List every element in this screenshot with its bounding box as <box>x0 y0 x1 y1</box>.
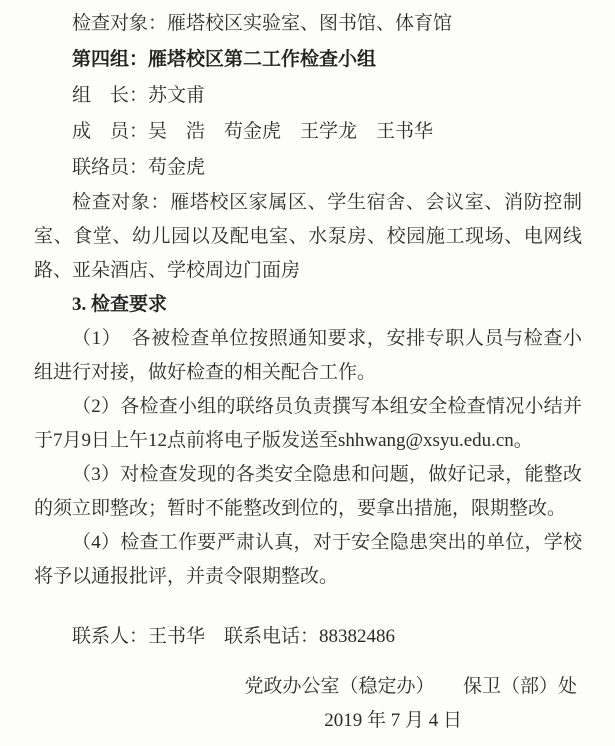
requirement-item-1: （1） 各被检查单位按照通知要求，安排专职人员与检查小组进行对接，做好检查的相关配合工作。 <box>34 328 582 383</box>
issue-date-line: 2019 年 7 月 4 日 <box>324 710 462 731</box>
requirement-item-3: （3）对检查发现的各类安全隐患和问题，做好记录，能整改的须立即整改；暂时不能整改到位的，要拿出措施，限期整改。 <box>34 464 582 519</box>
group4-heading: 第四组：雁塔校区第二工作检查小组 <box>72 49 377 70</box>
group4-liaison-line: 联络员：苟金虎 <box>72 157 206 178</box>
requirement-item-2: （2）各检查小组的联络员负责撰写本组安全检查情况小结并于7月9日上午12点前将电子版发送至shhwang@xsyu.edu.cn。 <box>34 396 582 451</box>
section3-heading: 3. 检查要求 <box>72 294 168 315</box>
group4-members-line: 成 员：吴 浩 苟金虎 王学龙 王书华 <box>72 121 434 142</box>
group4-targets-paragraph: 检查对象：雁塔校区家属区、学生宿舍、会议室、消防控制室、食堂、幼儿园以及配电室、水泵房、校园施工现场、电网线路、亚朵酒店、学校周边门面房 <box>34 192 582 281</box>
issuing-offices-line: 党政办公室（稳定办） 保卫（部）处 <box>244 676 577 697</box>
contact-line: 联系人：王书华 联系电话：88382486 <box>72 626 396 647</box>
group4-leader-line: 组 长：苏文甫 <box>72 85 206 106</box>
requirement-item-4: （4）检查工作要严肃认真，对于安全隐患突出的单位，学校将予以通报批评，并责令限期整改。 <box>34 532 582 587</box>
inspection-targets-line: 检查对象：雁塔校区实验室、图书馆、体育馆 <box>72 13 453 34</box>
